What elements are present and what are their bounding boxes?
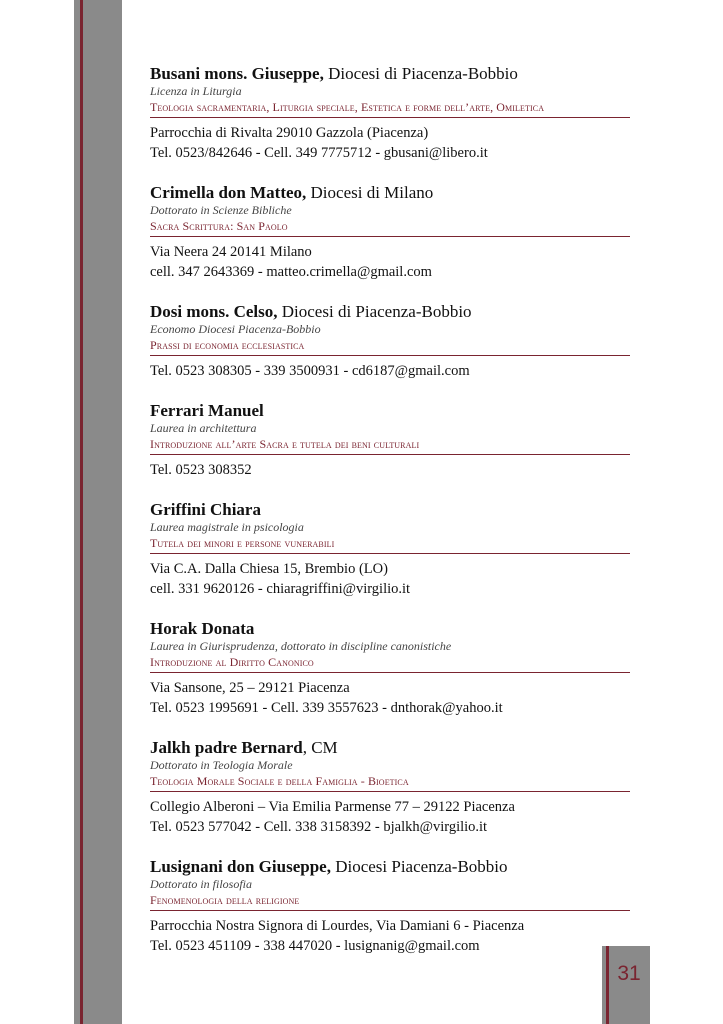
entry-name-line [150, 738, 630, 758]
entry-contact: Tel. 0523 577042 - Cell. 338 3158392 - bjalkh@virgilio.it [150, 819, 488, 835]
faculty-entry [150, 738, 630, 837]
faculty-entry [150, 500, 630, 599]
entry-name: Griffini Chiara [150, 500, 261, 519]
decorative-sidebar-rule [80, 0, 83, 1024]
entry-name-line [150, 619, 630, 639]
faculty-list [150, 64, 630, 976]
entry-affiliation: Diocesi di Piacenza-Bobbio [277, 302, 472, 321]
entry-affiliation: Diocesi di Piacenza-Bobbio [323, 64, 518, 83]
entry-degree: Dottorato in Teologia Morale [150, 758, 293, 772]
entry-degree: Dottorato in Scienze Bibliche [150, 203, 292, 217]
entry-contact: Tel. 0523 451109 - 338 447020 - lusignanig@gmail.com [150, 938, 480, 954]
entry-degree: Economo Diocesi Piacenza-Bobbio [150, 322, 321, 336]
faculty-entry [150, 401, 630, 480]
faculty-entry [150, 183, 630, 282]
entry-contact: cell. 331 9620126 - chiaragriffini@virgilio.it [150, 581, 411, 597]
faculty-entry [150, 619, 630, 718]
entry-course: Prassi di economia ecclesiastica [150, 337, 630, 356]
entry-name: Busani mons. Giuseppe, [150, 64, 324, 83]
entry-contact: Tel. 0523 1995691 - Cell. 339 3557623 - dnthorak@yahoo.it [150, 700, 503, 716]
entry-name: Dosi mons. Celso, [150, 302, 278, 321]
entry-course: Introduzione al Diritto Canonico [150, 654, 630, 673]
entry-contact: Collegio Alberoni – Via Emilia Parmense 77 – 29122 Piacenza [150, 799, 515, 815]
entry-name: Ferrari Manuel [150, 401, 264, 420]
entry-degree: Laurea in architettura [150, 421, 257, 435]
entry-contact: Parrocchia Nostra Signora di Lourdes, Via Damiani 6 - Piacenza [150, 918, 525, 934]
entry-name-line [150, 302, 630, 322]
entry-contact: Tel. 0523/842646 - Cell. 349 7775712 - gbusani@libero.it [150, 145, 488, 161]
entry-degree: Laurea magistrale in psicologia [150, 520, 304, 534]
faculty-entry [150, 64, 630, 163]
entry-name: Jalkh padre Bernard [150, 738, 303, 757]
entry-contact: Parrocchia di Rivalta 29010 Gazzola (Piacenza) [150, 125, 429, 141]
entry-affiliation: , CM [302, 738, 338, 757]
entry-name: Horak Donata [150, 619, 255, 638]
entry-name-line [150, 857, 630, 877]
page-number: 31 [617, 962, 641, 985]
entry-affiliation: Diocesi di Milano [306, 183, 434, 202]
entry-affiliation: Diocesi Piacenza-Bobbio [330, 857, 508, 876]
entry-name-line [150, 183, 630, 203]
entry-name: Crimella don Matteo, [150, 183, 307, 202]
entry-contact: Via C.A. Dalla Chiesa 15, Brembio (LO) [150, 561, 388, 577]
entry-course: Tutela dei minori e persone vunerabili [150, 535, 630, 554]
entry-degree: Licenza in Liturgia [150, 84, 242, 98]
entry-degree: Laurea in Giurisprudenza, dottorato in discipline canonistiche [150, 639, 452, 653]
entry-contact: Via Sansone, 25 – 29121 Piacenza [150, 680, 350, 696]
entry-degree: Dottorato in filosofia [150, 877, 253, 891]
entry-name: Lusignani don Giuseppe, [150, 857, 331, 876]
entry-course: Teologia Morale Sociale e della Famiglia - Bioetica [150, 773, 630, 792]
entry-course: Sacra Scrittura: San Paolo [150, 218, 630, 237]
entry-name-line [150, 64, 630, 84]
entry-course: Teologia sacramentaria, Liturgia speciale, Estetica e forme dell’arte, Omiletica [150, 99, 630, 118]
entry-contact: Tel. 0523 308305 - 339 3500931 - cd6187@gmail.com [150, 363, 470, 379]
entry-course: Introduzione all’arte Sacra e tutela dei beni culturali [150, 436, 630, 455]
entry-contact: cell. 347 2643369 - matteo.crimella@gmail.com [150, 264, 432, 280]
entry-name-line [150, 500, 630, 520]
entry-contact: Via Neera 24 20141 Milano [150, 244, 312, 260]
entry-contact: Tel. 0523 308352 [150, 462, 252, 478]
faculty-entry [150, 302, 630, 381]
entry-name-line [150, 401, 630, 421]
page-number-tab-rule [606, 946, 609, 1024]
faculty-entry [150, 857, 630, 956]
entry-course: Fenomenologia della religione [150, 892, 630, 911]
